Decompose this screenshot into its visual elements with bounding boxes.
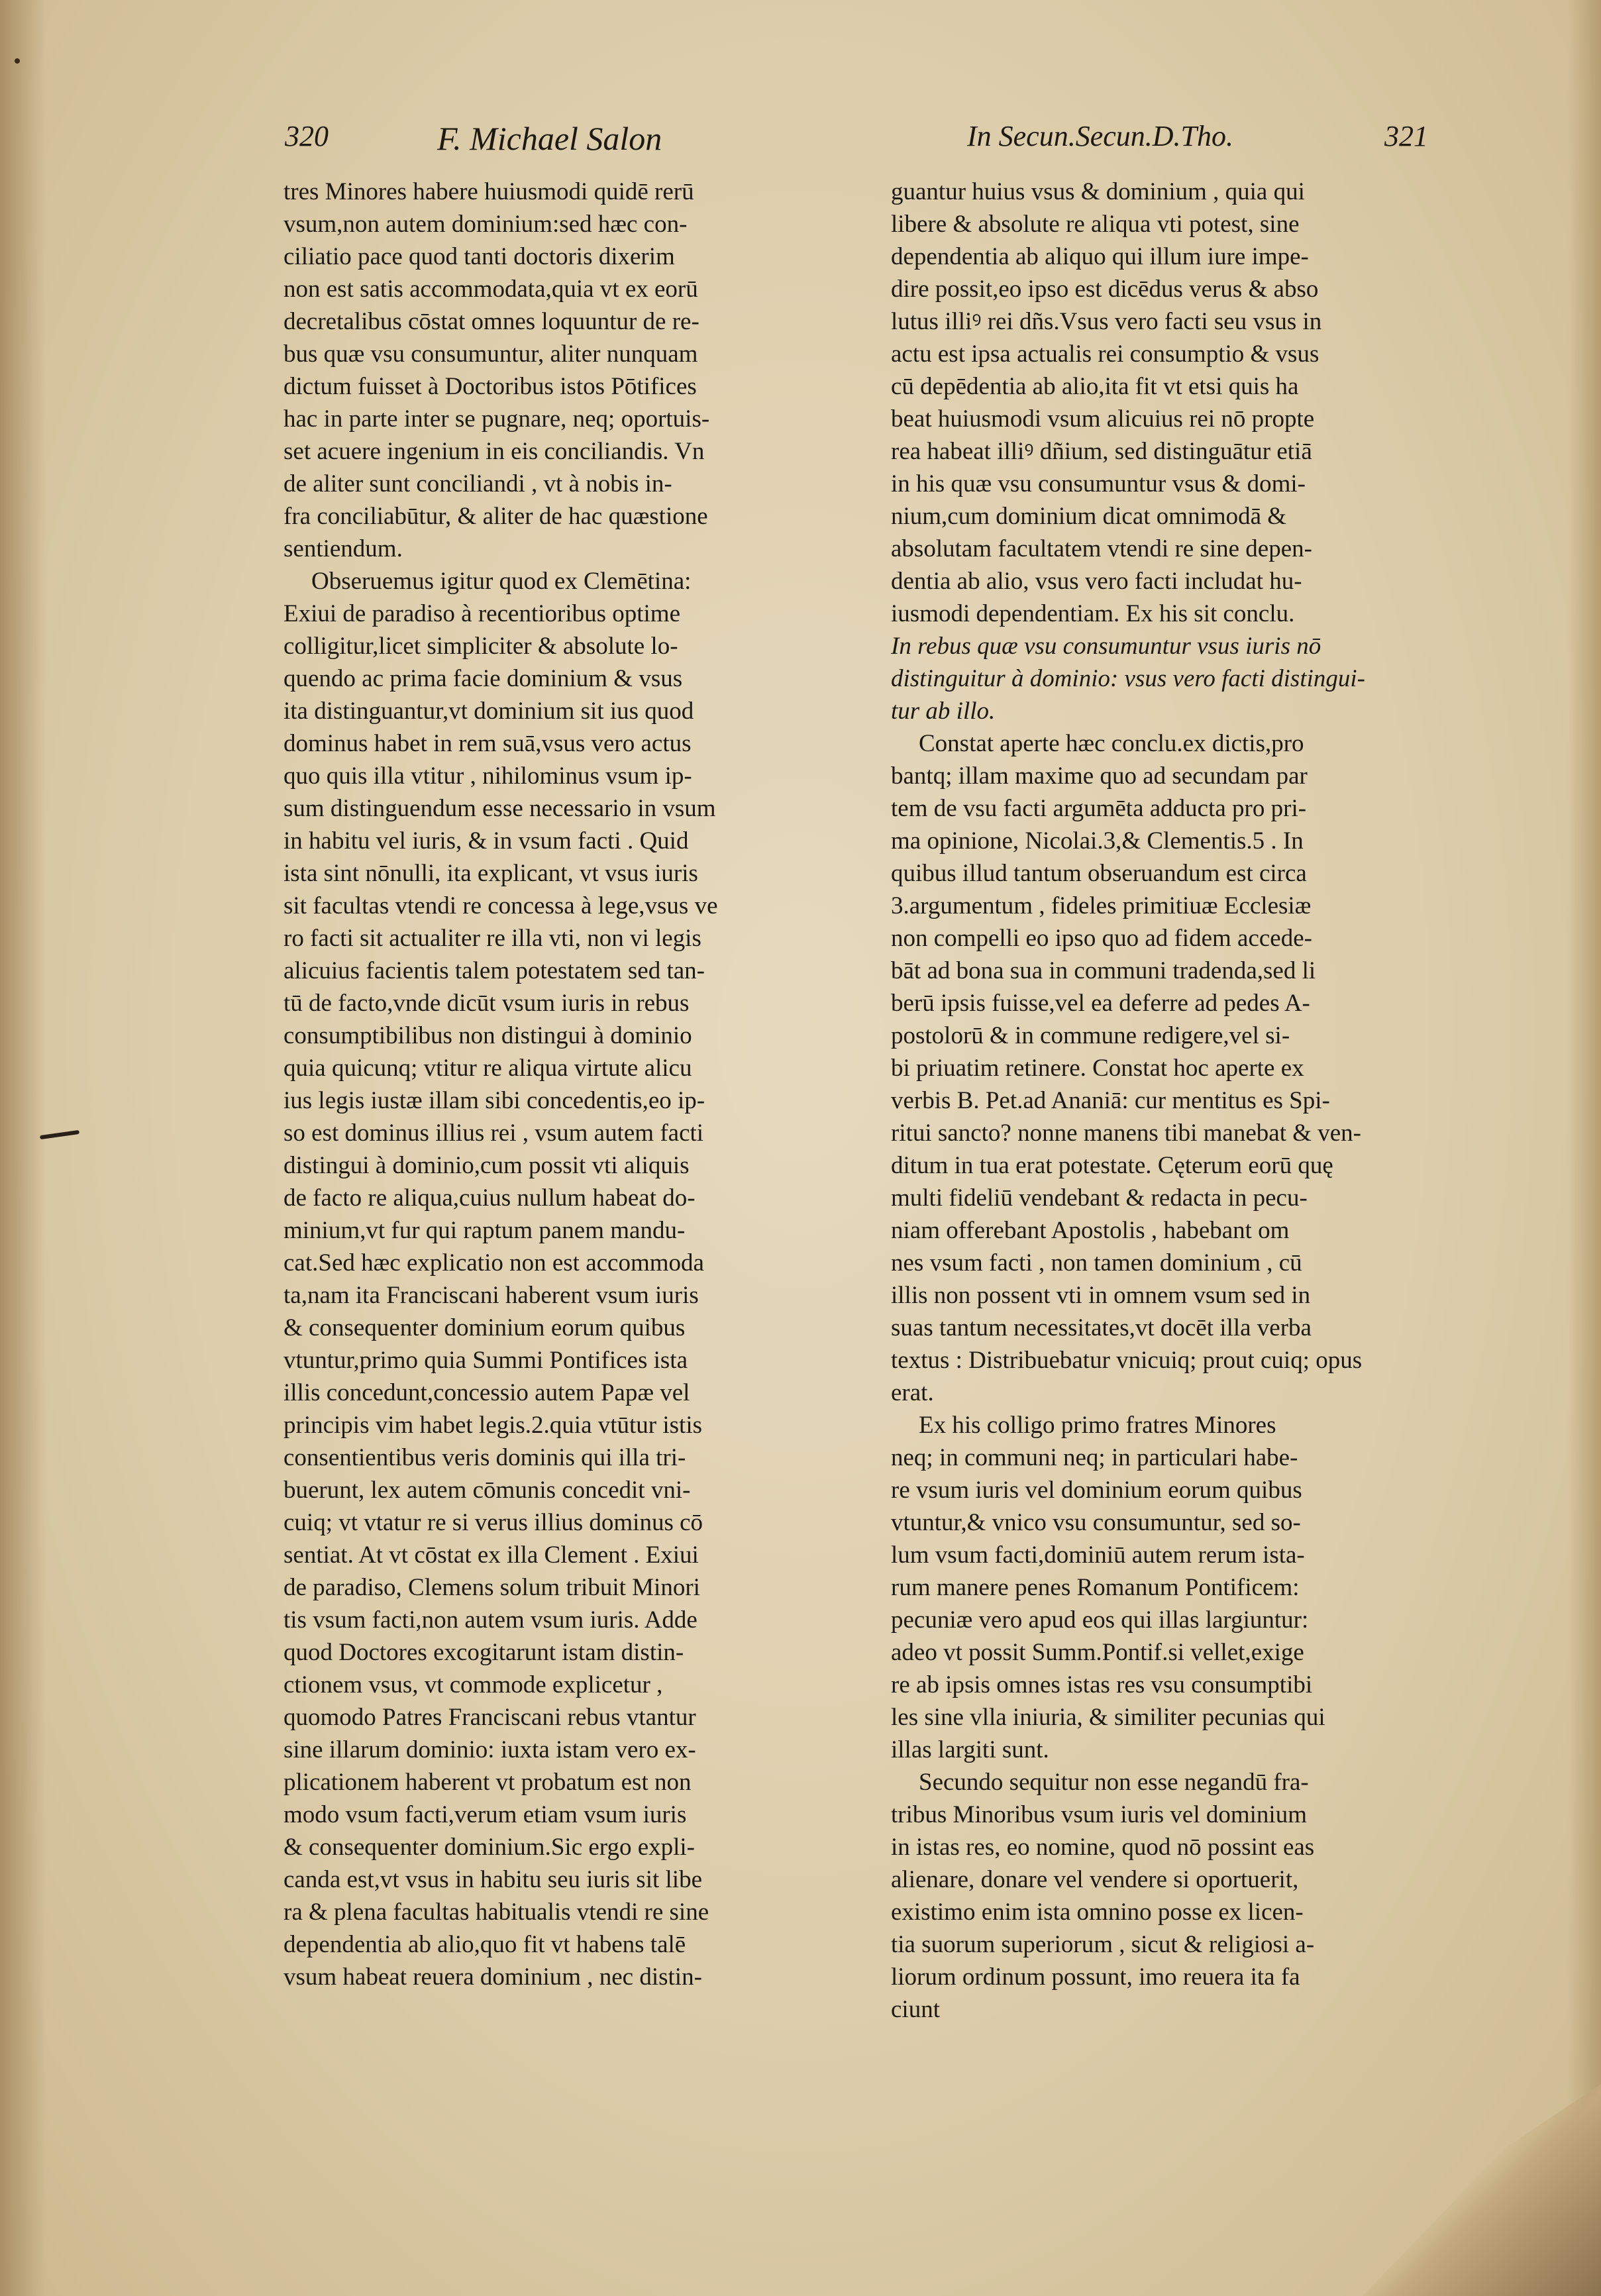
text-line: quod Doctores excogitarunt istam distin- <box>284 1639 684 1666</box>
text-line: ciliatio pace quod tanti doctoris dixerim <box>284 243 675 270</box>
text-line: tis vsum facti,non autem vsum iuris. Adde <box>284 1606 697 1634</box>
text-line: & consequenter dominium.Sic ergo expli- <box>284 1834 695 1861</box>
text-line: distingui à dominio,cum possit vti aliquis <box>284 1152 690 1179</box>
text-line: cū depēdentia ab alio,ita fit vt etsi quis ha <box>891 373 1299 400</box>
text-line: dictum fuisset à Doctoribus istos Pōtifices <box>284 373 697 400</box>
text-line: vsum habeat reuera dominium , nec distin- <box>284 1963 702 1991</box>
text-line: sit facultas vtendi re concessa à lege,vsus ve <box>284 892 718 919</box>
page-corner-damage <box>1363 2084 1601 2296</box>
text-line: de aliter sunt conciliandi , vt à nobis in- <box>284 470 672 497</box>
text-line: bāt ad bona sua in communi tradenda,sed li <box>891 957 1316 984</box>
text-line: tū de facto,vnde dicūt vsum iuris in rebus <box>284 990 690 1017</box>
text-line: dependentia ab alio,quo fit vt habens talē <box>284 1931 686 1958</box>
text-line: niam offerebant Apostolis , habebant om <box>891 1217 1290 1244</box>
text-line: libere & absolute re aliqua vti potest, sine <box>891 211 1300 238</box>
text-line: ita distinguantur,vt dominium sit ius quod <box>284 698 694 725</box>
text-line: de facto re aliqua,cuius nullum habeat do- <box>284 1184 696 1212</box>
text-line: alicuius facientis talem potestatem sed tan- <box>284 957 705 984</box>
text-line: sine illarum dominio: iuxta istam vero ex- <box>284 1736 696 1763</box>
text-line: canda est,vt vsus in habitu seu iuris sit libe <box>284 1866 702 1893</box>
text-line: consentientibus veris dominis qui illa tri- <box>284 1444 686 1471</box>
text-line: tia suorum superiorum , sicut & religiosi a- <box>891 1931 1315 1958</box>
text-line: verbis B. Pet.ad Ananiā: cur mentitus es Spi- <box>891 1087 1330 1114</box>
text-line: principis vim habet legis.2.quia vtūtur istis <box>284 1412 703 1439</box>
text-line: ditum in tua erat potestate. Cęterum eorū quę <box>891 1152 1333 1179</box>
text-line: existimo enim ista omnino posse ex licen- <box>891 1899 1304 1926</box>
page-number-right: 321 <box>1384 120 1428 152</box>
text-line: ritui sancto? nonne manens tibi manebat & ven- <box>891 1120 1361 1147</box>
text-line: lum vsum facti,dominiū autem rerum ista- <box>891 1541 1305 1569</box>
text-line: textus : Distribuebatur vnicuiq; prout cuiq; opus <box>891 1347 1363 1374</box>
text-line: vtuntur,primo quia Summi Pontifices ista <box>284 1347 688 1374</box>
text-line: illis concedunt,concessio autem Papæ vel <box>284 1379 690 1406</box>
text-line: Ex his colligo primo fratres Minores <box>919 1412 1276 1439</box>
text-line: quibus illud tantum obseruandum est circa <box>891 860 1307 887</box>
text-line: absolutam facultatem vtendi re sine depen- <box>891 535 1312 562</box>
text-line: 3.argumentum , fideles primitiuæ Ecclesiæ <box>891 892 1312 919</box>
text-line: quo quis illa vtitur , nihilominus vsum ip- <box>284 762 692 790</box>
page-number-left: 320 <box>285 120 329 152</box>
text-line: nes vsum facti , non tamen dominium , cū <box>891 1249 1302 1277</box>
text-line: sum distinguendum esse necessario in vsum <box>284 795 716 822</box>
text-line: bus quæ vsu consumuntur, aliter nunquam <box>284 340 698 368</box>
text-line: sentiat. At vt cōstat ex illa Clement . Exiui <box>284 1541 699 1569</box>
text-line: ro facti sit actualiter re illa vti, non vi legis <box>284 925 701 952</box>
ink-dot <box>15 58 20 64</box>
page-edge-shadow <box>1568 0 1601 2296</box>
text-line: non est satis accommodata,quia vt ex eorū <box>284 276 698 303</box>
text-line: ctionem vsus, vt commode explicetur , <box>284 1671 663 1698</box>
right-text-column <box>891 176 1365 2026</box>
text-line: buerunt, lex autem cōmunis concedit vni- <box>284 1477 691 1504</box>
text-line: colligitur,licet simpliciter & absolute lo- <box>284 633 678 660</box>
text-line: in habitu vel iuris, & in vsum facti . Quid <box>284 827 689 855</box>
text-line: ista sint nōnulli, ita explicant, vt vsus iuris <box>284 860 698 887</box>
text-line: alienare, donare vel vendere si oportuerit, <box>891 1866 1299 1893</box>
text-line: re vsum iuris vel dominium eorum quibus <box>891 1477 1302 1504</box>
text-line: tribus Minoribus vsum iuris vel dominium <box>891 1801 1307 1828</box>
left-text-column <box>284 176 718 1993</box>
text-line: tem de vsu facti argumēta adducta pro pri- <box>891 795 1307 822</box>
text-line: neq; in communi neq; in particulari habe- <box>891 1444 1298 1471</box>
text-line: berū ipsis fuisse,vel ea deferre ad pedes A- <box>891 990 1310 1017</box>
text-line: iusmodi dependentiam. Ex his sit conclu. <box>891 600 1295 627</box>
text-line: minium,vt fur qui raptum panem mandu- <box>284 1217 686 1244</box>
text-line: fra conciliabūtur, & aliter de hac quæstione <box>284 503 708 530</box>
text-line: ius legis iustæ illam sibi concedentis,eo ip- <box>284 1087 705 1114</box>
text-line: Obseruemus igitur quod ex Clemētina: <box>311 568 692 595</box>
text-line: Secundo sequitur non esse negandū fra- <box>919 1769 1309 1796</box>
text-line: bantq; illam maxime quo ad secundam par <box>891 762 1308 790</box>
text-line: multi fideliū vendebant & redacta in pecu- <box>891 1184 1308 1212</box>
text-line: modo vsum facti,verum etiam vsum iuris <box>284 1801 687 1828</box>
text-line: illis non possent vti in omnem vsum sed in <box>891 1282 1311 1309</box>
text-line: liorum ordinum possunt, imo reuera ita fa <box>891 1963 1300 1991</box>
text-line: so est dominus illius rei , vsum autem facti <box>284 1120 704 1147</box>
text-line: plicationem haberent vt probatum est non <box>284 1769 692 1796</box>
text-line: pecuniæ vero apud eos qui illas largiuntur: <box>891 1606 1309 1634</box>
text-line: postolorū & in commune redigere,vel si- <box>891 1022 1290 1049</box>
text-line: non compelli eo ipso quo ad fidem accede- <box>891 925 1312 952</box>
running-title-right: In Secun.Secun.D.Tho. <box>967 120 1234 152</box>
running-title-left: F. Michael Salon <box>437 120 662 157</box>
text-line: quomodo Patres Franciscani rebus vtantur <box>284 1704 696 1731</box>
text-line: guantur huius vsus & dominium , quia qui <box>891 178 1305 205</box>
text-line: dire possit,eo ipso est dicēdus verus & abso <box>891 276 1319 303</box>
text-line: Exiui de paradiso à recentioribus optime <box>284 600 681 627</box>
text-line: rum manere penes Romanum Pontificem: <box>891 1574 1300 1601</box>
text-line: hac in parte inter se pugnare, neq; oportuis- <box>284 405 710 433</box>
text-line: dependentia ab aliquo qui illum iure impe- <box>891 243 1309 270</box>
text-line: decretalibus cōstat omnes loquuntur de re- <box>284 308 699 335</box>
text-line: re ab ipsis omnes istas res vsu consumptibi <box>891 1671 1313 1698</box>
text-line: ciunt <box>891 1996 940 2023</box>
text-line: vtuntur,& vnico vsu consumuntur, sed so- <box>891 1509 1301 1536</box>
text-line: bi priuatim retinere. Constat hoc aperte ex <box>891 1055 1304 1082</box>
text-line: dentia ab alio, vsus vero facti includat hu- <box>891 568 1302 595</box>
text-line: In rebus quæ vsu consumuntur vsus iuris nō <box>891 633 1321 660</box>
text-line: de paradiso, Clemens solum tribuit Minori <box>284 1574 700 1601</box>
text-line: ra & plena facultas habitualis vtendi re sine <box>284 1899 709 1926</box>
text-line: ta,nam ita Franciscani haberent vsum iuris <box>284 1282 699 1309</box>
text-line: quendo ac prima facie dominium & vsus <box>284 665 683 692</box>
text-line: actu est ipsa actualis rei consumptio & vsus <box>891 340 1319 368</box>
text-line: & consequenter dominium eorum quibus <box>284 1314 686 1341</box>
text-line: erat. <box>891 1379 934 1406</box>
text-line: set acuere ingenium in eis conciliandis. Vn <box>284 438 705 465</box>
text-line: cuiq; vt vtatur re si verus illius dominus cō <box>284 1509 703 1536</box>
text-line: Constat aperte hæc conclu.ex dictis,pro <box>919 730 1304 757</box>
text-line: illas largiti sunt. <box>891 1736 1049 1763</box>
text-line: dominus habet in rem suā,vsus vero actus <box>284 730 692 757</box>
page-gutter-shadow <box>0 0 46 2296</box>
text-line: vsum,non autem dominium:sed hæc con- <box>284 211 688 238</box>
text-line: rea habeat illiꝰ dñium, sed distinguātur etiā <box>891 438 1312 465</box>
text-line: cat.Sed hæc explicatio non est accommoda <box>284 1249 704 1277</box>
text-line: distinguitur à dominio: vsus vero facti distingui- <box>891 665 1365 692</box>
text-line: in his quæ vsu consumuntur vsus & domi- <box>891 470 1306 497</box>
text-line: lutus illiꝰ rei dñs.Vsus vero facti seu vsus in <box>891 308 1322 335</box>
text-line: consumptibilibus non distingui à dominio <box>284 1022 692 1049</box>
text-line: ma opinione, Nicolai.3,& Clementis.5 . In <box>891 827 1304 855</box>
text-line: beat huiusmodi vsum alicuius rei nō propte <box>891 405 1315 433</box>
text-line: nium,cum dominium dicat omnimodā & <box>891 503 1287 530</box>
text-line: sentiendum. <box>284 535 403 562</box>
text-line: quia quicunq; vtitur re aliqua virtute alicu <box>284 1055 692 1082</box>
text-line: tur ab illo. <box>891 698 996 725</box>
text-line: les sine vlla iniuria, & similiter pecunias qui <box>891 1704 1325 1731</box>
text-line: in istas res, eo nomine, quod nō possint eas <box>891 1834 1315 1861</box>
text-line: adeo vt possit Summ.Pontif.si vellet,exige <box>891 1639 1304 1666</box>
text-line: suas tantum necessitates,vt docēt illa verba <box>891 1314 1312 1341</box>
text-line: tres Minores habere huiusmodi quidē rerū <box>284 178 694 205</box>
